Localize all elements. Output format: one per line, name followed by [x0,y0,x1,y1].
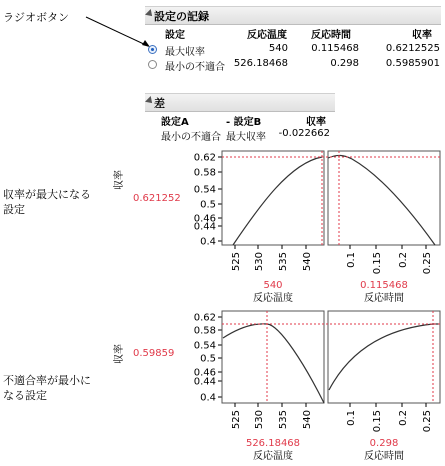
annotation-line: なる設定 [3,389,47,402]
frame-temp [222,311,324,403]
profiler-plot[interactable] [180,145,445,305]
y-tick-label: 0.4 [200,236,216,248]
x-tick-label: 535 [278,410,289,430]
y-tick-label: 0.5 [200,353,216,365]
section-title: 差 [154,97,165,110]
time-current-value: 0.115468 [360,280,408,291]
diff-header-yield: 収率 [306,117,326,128]
response-curve-temp [223,324,324,403]
time-current-value: 0.298 [369,438,399,449]
row-temp: 526.18468 [233,58,288,69]
x-tick-label: 535 [278,252,289,272]
y-current-value: 0.621252 [133,193,181,204]
min-defect-annotation [3,373,91,403]
col-header-time: 反応時間 [311,30,351,41]
col-header-yield: 収率 [412,30,432,41]
row-yield: 0.5985901 [385,58,440,69]
y-axis-label: 収率 [114,170,125,190]
annotation-line: 不適合率が最小に [3,374,91,387]
y-tick-label: 0.4 [200,392,216,404]
col-header-temp: 反応温度 [247,30,287,41]
x-tick-label: 530 [254,410,265,430]
col-header-setting: 設定 [165,30,185,41]
x-tick-label: 0.15 [372,252,383,275]
settings-record-header[interactable] [145,6,441,25]
x-tick-label: 525 [231,252,242,272]
x-tick-label: 0.1 [346,252,357,268]
y-tick-label: 0.58 [193,167,216,179]
temp-current-value: 526.18468 [245,438,301,449]
difference-header[interactable] [145,93,335,112]
x-axis-label-temp: 反応温度 [253,293,293,304]
row-yield: 0.6212525 [385,43,440,54]
x-tick-label: 540 [302,410,313,430]
profiler-plot[interactable] [180,305,445,466]
y-tick-label: 0.54 [193,340,216,352]
x-axis-label-temp: 反応温度 [253,451,293,462]
frame-time [328,151,440,245]
diff-a: 最小の不適合 [161,132,221,143]
x-tick-label: 0.2 [398,252,409,268]
y-current-value: 0.59859 [133,348,175,359]
y-tick-label: 0.62 [193,312,216,324]
radio-min-defect[interactable] [148,60,157,69]
x-tick-label: 0.1 [346,410,357,426]
diff-b: 最大収率 [226,132,266,143]
row-name: 最大収率 [165,47,205,58]
diff-header-a: 設定A [161,117,189,128]
y-tick-label: 0.5 [200,199,216,211]
y-tick-label: 0.62 [193,152,216,164]
radio-button-annotation: ラジオボタン [3,11,69,24]
frame-temp [222,151,324,245]
diff-header-b: - 設定B [226,117,262,128]
x-axis-label-time: 反応時間 [364,451,404,462]
x-tick-label: 0.2 [398,410,409,426]
y-tick-label: 0.44 [193,376,216,388]
x-tick-label: 540 [302,252,313,272]
annotation-arrow [84,14,154,50]
annotation-line: 収率が最大になる [3,188,91,201]
row-temp: 540 [268,43,288,54]
x-tick-label: 0.15 [372,410,383,433]
row-name: 最小の不適合 [165,62,225,73]
y-tick-label: 0.46 [193,367,216,379]
x-tick-label: 530 [254,252,265,272]
row-time: 0.298 [330,58,359,69]
y-tick-label: 0.54 [193,184,216,196]
response-curve-time [329,324,439,390]
max-yield-annotation [3,187,91,217]
x-tick-label: 525 [231,410,242,430]
y-axis-label: 収率 [114,344,125,364]
x-tick-label: 0.25 [422,410,433,433]
annotation-line: 設定 [3,203,25,216]
y-tick-label: 0.44 [193,221,216,233]
diff-yield: -0.022662 [278,128,330,139]
y-tick-label: 0.46 [193,213,216,225]
y-tick-label: 0.58 [193,325,216,337]
radio-max-yield[interactable] [148,45,157,54]
response-curve-temp [233,157,322,245]
temp-current-value: 540 [263,280,283,291]
x-axis-label-time: 反応時間 [364,293,404,304]
response-curve-time [328,155,435,245]
section-title: 設定の記録 [154,10,209,23]
x-tick-label: 0.25 [422,252,433,275]
row-time: 0.115468 [311,43,359,54]
